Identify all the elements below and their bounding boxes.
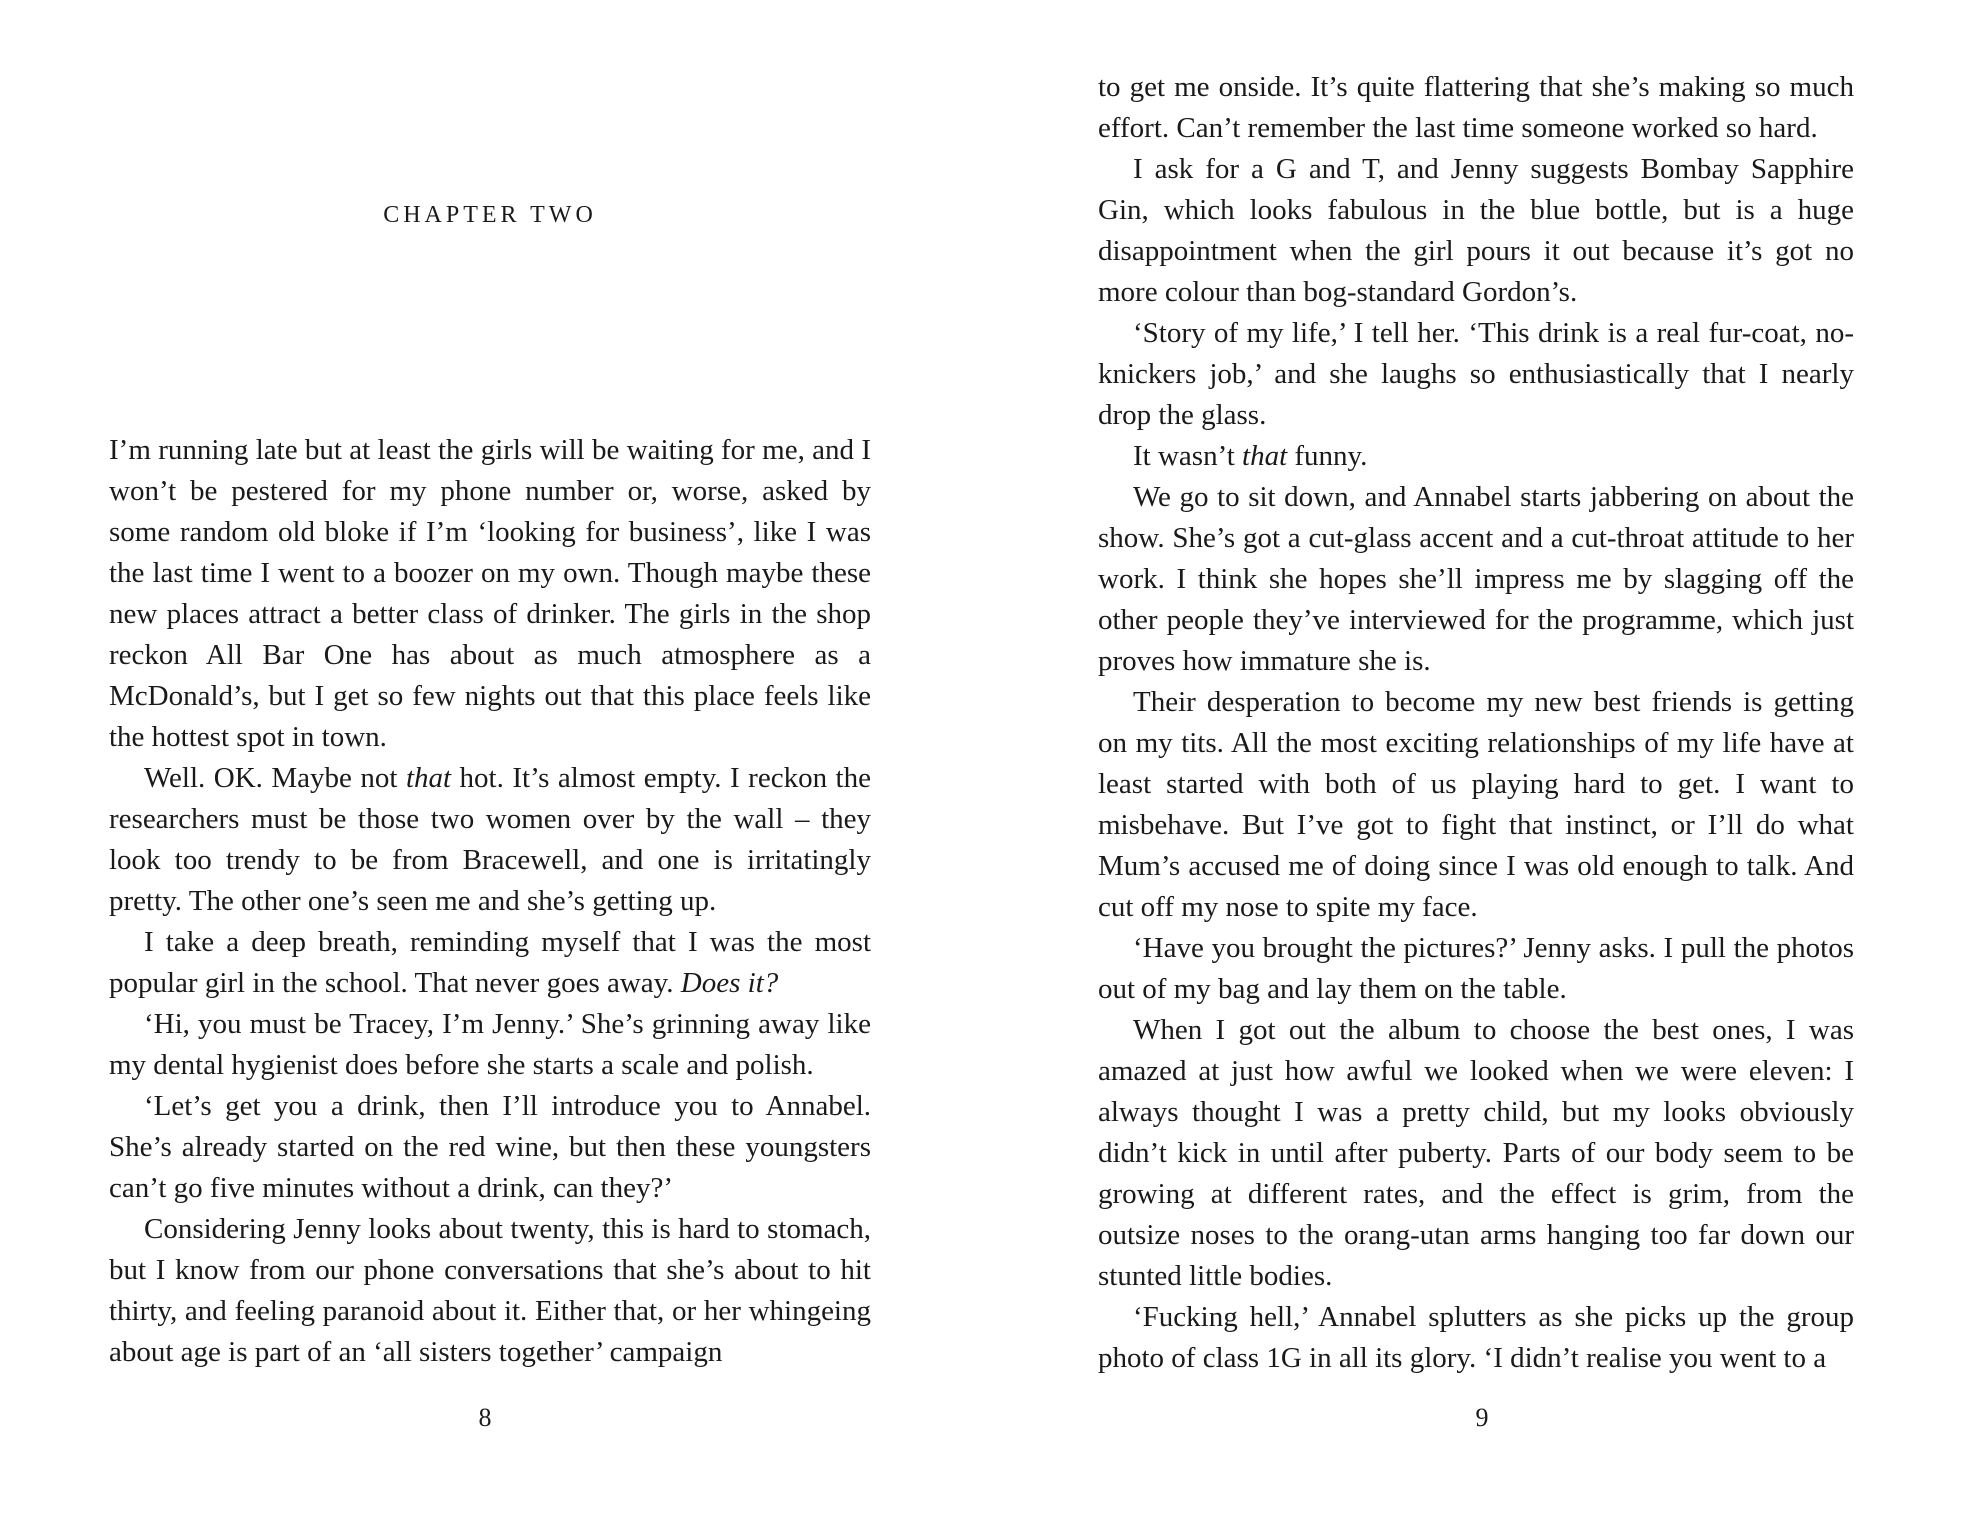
paragraph-text: to get me onside. It’s quite flattering that she’s making so much effort. Can’t remember the last time someone worked so hard. [1098, 71, 1854, 144]
paragraph [1098, 928, 1854, 1010]
left-page-body [109, 430, 871, 1373]
paragraph [109, 1086, 871, 1209]
paragraph-text: When I got out the album to choose the best ones, I was amazed at just how awful we looked when we were eleven: I always thought I was a pretty child, but my looks obviously didn’t kick in until after puberty. Parts of our body seem to be growing at different rates, and the effect is grim, from the outsize noses to the orang-utan arms hanging too far down our stunted little bodies. [1098, 1014, 1854, 1292]
right-page [981, 0, 1963, 1516]
page-number: 9 [1475, 1403, 1489, 1432]
paragraph [109, 1004, 871, 1086]
paragraph-text: I ask for a G and T, and Jenny suggests Bombay Sapphire Gin, which looks fabulous in the blue bottle, but is a huge disappointment when the girl pours it out because it’s got no more colour than bog-standard Gordon’s. [1098, 153, 1854, 308]
paragraph-text: ‘Story of my life,’ I tell her. ‘This drink is a real fur-coat, no-knickers job,’ and she laughs so enthusiastically that I nearly drop the glass. [1098, 317, 1854, 431]
paragraph-text: ‘Hi, you must be Tracey, I’m Jenny.’ She’s grinning away like my dental hygienist does before she starts a scale and polish. [109, 1008, 871, 1081]
paragraph [1098, 1010, 1854, 1297]
page-number: 8 [478, 1403, 492, 1432]
paragraph [1098, 67, 1854, 149]
paragraph-text: funny. [1287, 440, 1368, 472]
paragraph-text: ‘Fucking hell,’ Annabel splutters as she picks up the group photo of class 1G in all its glory. ‘I didn’t realise you went to a [1098, 1301, 1854, 1374]
paragraph-text: Well. OK. Maybe not [144, 762, 406, 794]
paragraph [1098, 682, 1854, 928]
paragraph [1098, 436, 1854, 477]
paragraph [109, 922, 871, 1004]
paragraph-text: ‘Have you brought the pictures?’ Jenny asks. I pull the photos out of my bag and lay them on the table. [1098, 932, 1854, 1005]
paragraph-text: Considering Jenny looks about twenty, this is hard to stomach, but I know from our phone conversations that she’s about to hit thirty, and feeling paranoid about it. Either that, or her whingeing about age is part of an ‘all sisters together’ campaign [109, 1213, 871, 1368]
paragraph [1098, 149, 1854, 313]
paragraph-text: It wasn’t [1133, 440, 1243, 472]
paragraph-text: Their desperation to become my new best friends is getting on my tits. All the most exciting relationships of my life have at least started with both of us playing hard to get. I want to misbehave. But I’ve got to fight that instinct, or I’ll do what Mum’s accused me of doing since I was old enough to talk. And cut off my nose to spite my face. [1098, 686, 1854, 923]
italic-text: that [405, 762, 452, 794]
paragraph [1098, 1297, 1854, 1379]
right-page-body [1098, 67, 1854, 1379]
paragraph [1098, 477, 1854, 682]
italic-text: that [1242, 440, 1288, 472]
paragraph-text: ‘Let’s get you a drink, then I’ll introduce you to Annabel. She’s already started on the red wine, but then these youngsters can’t go five minutes without a drink, can they?’ [109, 1090, 871, 1204]
paragraph-text: We go to sit down, and Annabel starts jabbering on about the show. She’s got a cut-glass accent and a cut-throat attitude to her work. I think she hopes she’ll impress me by slagging off the other people they’ve interviewed for the programme, which just proves how immature she is. [1098, 481, 1854, 677]
paragraph [109, 430, 871, 758]
italic-text: Does it? [680, 967, 779, 999]
chapter-heading: CHAPTER TWO [383, 202, 597, 228]
left-page [0, 0, 981, 1516]
paragraph [1098, 313, 1854, 436]
paragraph-text: I take a deep breath, reminding myself that I was the most popular girl in the school. That never goes away. [109, 926, 871, 999]
paragraph [109, 1209, 871, 1373]
paragraph-text: hot. It’s almost empty. I reckon the researchers must be those two women over by the wall – they look too trendy to be from Bracewell, and one is irritatingly pretty. The other one’s seen me and she’s getting up. [109, 762, 871, 917]
paragraph [109, 758, 871, 922]
paragraph-text: I’m running late but at least the girls will be waiting for me, and I won’t be pestered for my phone number or, worse, asked by some random old bloke if I’m ‘looking for business’, like I was the last time I went to a boozer on my own. Though maybe these new places attract a better class of drinker. The girls in the shop reckon All Bar One has about as much atmosphere as a McDonald’s, but I get so few nights out that this place feels like the hottest spot in town. [109, 434, 871, 753]
